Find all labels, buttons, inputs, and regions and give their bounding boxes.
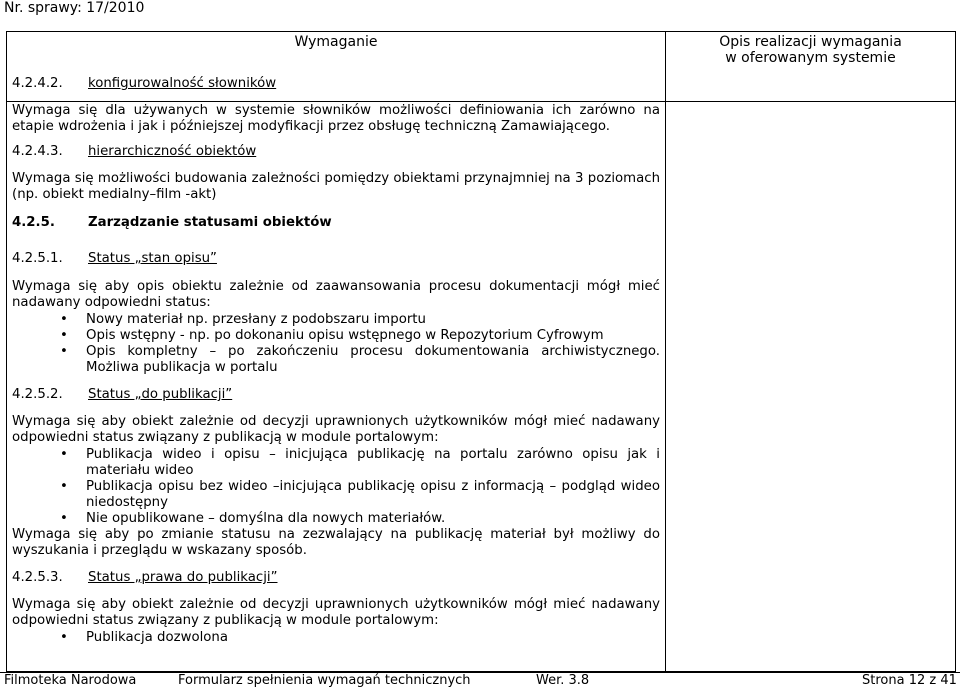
footer-version: Wer. 3.8 [536, 673, 590, 688]
requirements-table [6, 31, 956, 672]
section-text: Wymaga się aby obiekt zależnie od decyzji uprawnionych użytkowników mógł mieć nadawany odpowiedni status związany z publikacją w module portalowym: [12, 597, 660, 628]
list-item: • Opis wstępny - np. po dokonaniu opisu wstępnego w Repozytorium Cyfrowym [86, 328, 660, 344]
section-heading [12, 570, 660, 586]
column-header-realization [666, 32, 956, 102]
section-number: 4.2.4.3. [12, 144, 63, 159]
column-header-realization-line2: w oferowanym systemie [725, 50, 896, 66]
list-item: • Nie opublikowane – domyślna dla nowych materiałów. [86, 511, 660, 527]
section-text: Wymaga się aby po zmianie statusu na zezwalający na publikację materiał był możliwy do wyszukania i przeglądu w wskazany sposób. [12, 527, 660, 558]
list-item: • Opis kompletny – po zakończeniu procesu dokumentowania archiwistycznego. Możliwa publikacja w portalu [86, 344, 660, 376]
section-heading [12, 215, 660, 231]
status-list [12, 630, 660, 646]
section-number: 4.2.5.2. [12, 387, 63, 402]
realization-cell[interactable] [666, 102, 956, 672]
footer-document-title: Formularz spełnienia wymagań technicznych [178, 673, 471, 688]
section-number: 4.2.4.2. [12, 76, 63, 91]
list-item: • Publikacja wideo i opisu – inicjująca publikację na portalu zarówno opisu jak i materiału wideo [86, 447, 660, 479]
list-item: • Publikacja opisu bez wideo –inicjująca publikację opisu z informacją – podgląd wideo niedostępny [86, 479, 660, 511]
list-item: • Publikacja dozwolona [86, 630, 660, 646]
column-header-realization-line1: Opis realizacji wymagania [719, 34, 902, 50]
section-heading [12, 251, 660, 267]
section-title: Zarządzanie statusami obiektów [88, 215, 332, 230]
footer-organization: Filmoteka Narodowa [4, 673, 137, 688]
status-list [12, 447, 660, 527]
section-number: 4.2.5.1. [12, 251, 63, 266]
section-heading [12, 144, 660, 160]
section-text: Wymaga się możliwości budowania zależności pomiędzy obiektami przynajmniej na 3 poziomach (np. obiekt medialny–film -akt) [12, 171, 660, 202]
section-heading [12, 76, 660, 92]
section-title: hierarchiczność obiektów [88, 144, 257, 159]
section-heading [12, 387, 660, 403]
list-item: • Nowy materiał np. przesłany z podobszaru importu [86, 312, 660, 328]
section-title: Status „prawa do publikacji” [88, 570, 278, 585]
section-text: Wymaga się aby opis obiektu zależnie od zaawansowania procesu dokumentacji mógł mieć nadawany odpowiedni status: [12, 279, 660, 310]
page-footer [0, 672, 960, 689]
section-text: Wymaga się dla używanych w systemie słowników możliwości definiowania ich zarówno na etapie wdrożenia i jak i późniejszej modyfikacji przez obsługę techniczną Zamawiającego. [12, 103, 660, 134]
page-header: Nr. sprawy: 17/2010 [4, 0, 145, 16]
section-number: 4.2.5. [12, 215, 55, 230]
section-text: Wymaga się aby obiekt zależnie od decyzji uprawnionych użytkowników mógł mieć nadawany odpowiedni status związany z publikacją w module portalowym: [12, 414, 660, 445]
section-number: 4.2.5.3. [12, 570, 63, 585]
column-header-requirement: Wymaganie [7, 32, 666, 102]
footer-page-number: Strona 12 z 41 [862, 673, 957, 688]
section-title: Status „stan opisu” [88, 251, 217, 266]
requirements-cell [7, 76, 666, 672]
section-title: konfigurowalność słowników [88, 76, 277, 91]
section-title: Status „do publikacji” [88, 387, 233, 402]
status-list [12, 312, 660, 376]
